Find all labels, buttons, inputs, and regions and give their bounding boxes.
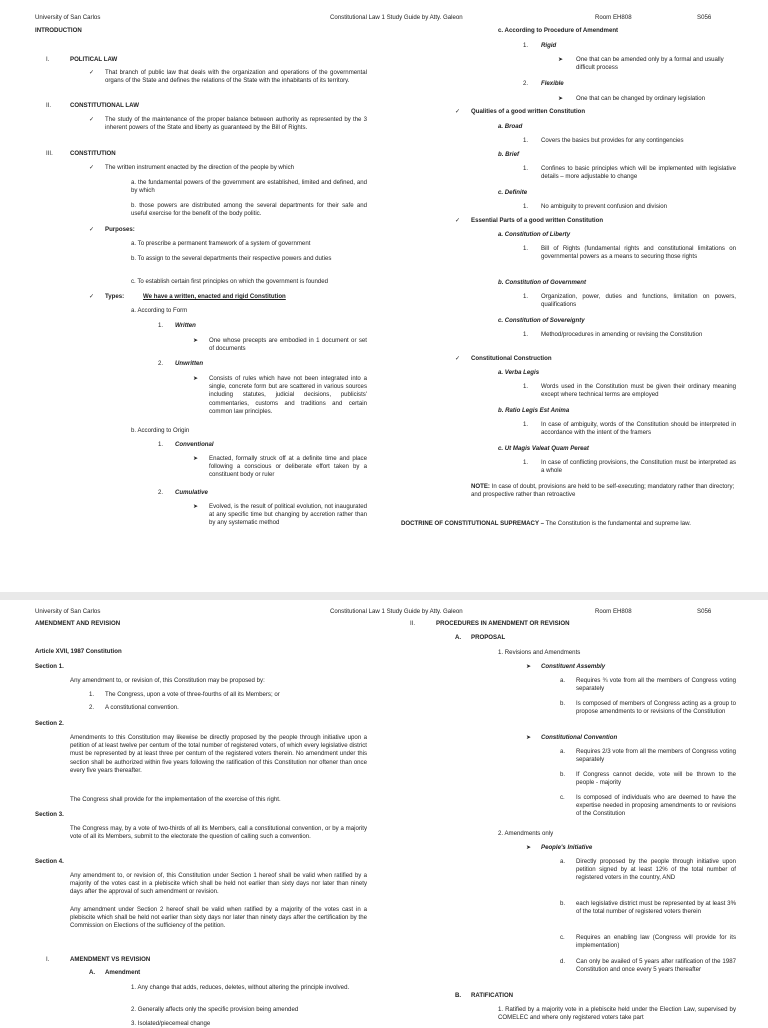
section-3-label: Section 3. xyxy=(35,811,64,818)
amendments-only: 2. Amendments only xyxy=(498,830,554,837)
sovereignty-text: Method/procedures in amending or revising the Constitution xyxy=(541,331,703,338)
government-text: Organization, power, duties and functions, limitation on powers, qualifications xyxy=(541,293,736,309)
unwritten-text: Consists of rules which have not been integrated into a single, concrete form but are scattered in various sources including statutes, judicial decisions, publicists' commentaries, customs and traditions and certain common law principles. xyxy=(209,375,367,415)
verba-text: Words used in the Constitution must be given their ordinary meaning except where technical terms are employed xyxy=(541,383,736,399)
arrow-bullet-icon: ➤ xyxy=(193,376,199,382)
convention-item-a: Requires 2/3 vote from all the members of Congress voting separately xyxy=(576,748,736,764)
constitutional-convention-label: Constitutional Convention xyxy=(541,734,618,741)
roman-three: III. xyxy=(46,150,53,157)
broad-text: Covers the basics but provides for any contingencies xyxy=(541,137,684,144)
qualities-heading: Qualities of a good written Constitution xyxy=(471,108,586,115)
ut-text: In case of conflicting provisions, the Constitution must be interpreted as a whole xyxy=(541,459,736,475)
checkmark-icon: ✓ xyxy=(89,294,95,300)
ratification-text: 1. Ratified by a majority vote in a plebiscite held under the Election Law, supervised by COMELEC and where only registered voters take part xyxy=(498,1006,736,1022)
liberty-label: a. Constitution of Liberty xyxy=(498,231,571,238)
rigid-text: One that can be amended only by a formal and usually difficult process xyxy=(576,56,724,72)
constitution-def-b: b. those powers are distributed among the several departments for their safe and useful exercise for the benefit of the body politic. xyxy=(131,202,367,218)
header-title: Constitutional Law 1 Study Guide by Atty. Galeon xyxy=(330,14,463,21)
item-letter: b. xyxy=(560,700,566,707)
constituent-assembly-label: Constituent Assembly xyxy=(541,663,606,670)
item-letter: c. xyxy=(560,794,565,801)
flexible-text: One that can be changed by ordinary legislation xyxy=(576,95,706,102)
arrow-bullet-icon: ➤ xyxy=(526,735,532,741)
item-letter: a. xyxy=(560,677,566,684)
arrow-bullet-icon: ➤ xyxy=(526,845,532,851)
letter-a: A. xyxy=(89,969,96,976)
broad-label: a. Broad xyxy=(498,123,523,130)
ratification-label: RATIFICATION xyxy=(471,992,514,999)
section-3-text: The Congress may, by a vote of two-thirds of all its Members, call a constitutional convention, or by a majority vote of all its Members, submit to the electorate the question of calling such a convention. xyxy=(70,825,367,841)
definite-label: c. Definite xyxy=(498,189,528,196)
constitution-def-a: a. the fundamental powers of the government are established, limited and defined, and by which xyxy=(131,179,367,195)
revisions-amendments: 1. Revisions and Amendments xyxy=(498,649,581,656)
header-title: Constitutional Law 1 Study Guide by Atty. Galeon xyxy=(330,608,463,615)
ratio-label: b. Ratio Legis Est Anima xyxy=(498,407,570,414)
cumulative-text: Evolved, is the result of political evolution, not inaugurated at any specific time but changing by accretion rather than by any systematic method xyxy=(209,503,367,527)
roman-two: II. xyxy=(410,620,416,627)
liberty-text: Bill of Rights (fundamental rights and constitutional limitations on governmental powers as a means to securing those rights xyxy=(541,245,736,261)
note-text: In case of doubt, provisions are held to be self-executing; mandatory rather than directory; and prospective rather than retroactive xyxy=(471,483,735,499)
arrow-bullet-icon: ➤ xyxy=(526,664,532,670)
purposes-label: Purposes: xyxy=(105,226,135,233)
constitution-definition: The written instrument enacted by the direction of the people by which xyxy=(105,164,295,171)
header-university: University of San Carlos xyxy=(35,608,101,615)
item-letter: a. xyxy=(560,858,566,865)
amend-item-2: 2. Generally affects only the specific provision being amended xyxy=(131,1006,299,1013)
note-block xyxy=(471,483,736,499)
political-law-text: That branch of public law that deals with the organization and operations of the governmental organs of the State and defines the relations of the State with the inhabitants of its territory. xyxy=(105,69,367,85)
constitutional-law-heading: CONSTITUTIONAL LAW xyxy=(70,102,139,109)
intro-heading: INTRODUCTION xyxy=(35,27,82,34)
section-1-text: Any amendment to, or revision of, this Constitution may be proposed by: xyxy=(70,677,265,684)
section-4-label: Section 4. xyxy=(35,858,64,865)
constitution-heading: CONSTITUTION xyxy=(70,150,116,157)
amend-item-3: 3. Isolated/piecemeal change xyxy=(131,1020,211,1027)
section-4-text2: Any amendment under Section 2 hereof shall be valid when ratified by a majority of the votes cast in a plebiscite which shall be held not earlier than sixty days nor later than ninety days after the certification by the Commission on Elections of the sufficiency of the petition. xyxy=(70,906,367,930)
s1-item-num: 2. xyxy=(89,704,95,711)
written-text: One whose precepts are embodied in 1 document or set of documents xyxy=(209,337,367,353)
note-label: NOTE: xyxy=(471,483,490,490)
flexible-label: Flexible xyxy=(541,80,564,87)
political-law-heading: POLITICAL LAW xyxy=(70,56,118,63)
section-2-text: Amendments to this Constitution may likewise be directly proposed by the people through initiative upon a petition of at least twelve per centum of the total number of registered voters, of which every legislative district must be represented by at least three per centum of the registered voters therein. No amendment under this section shall be authorized within five years following the ratification of this Constitution nor oftener than once every five years thereafter. xyxy=(70,734,367,774)
brief-label: b. Brief xyxy=(498,151,519,158)
item-letter: c. xyxy=(560,934,565,941)
ratio-text: In case of ambiguity, words of the Constitution should be interpreted in accordance with the intent of the framers xyxy=(541,421,736,437)
item-letter: b. xyxy=(560,900,566,907)
constitutional-law-text: The study of the maintenance of the proper balance between authority as represented by the 3 inherent powers of the State and liberty as guaranteed by the Bill of Rights. xyxy=(105,116,367,132)
checkmark-icon: ✓ xyxy=(455,109,461,115)
purpose-b: b. To assign to the several departments their respective powers and duties xyxy=(131,255,332,262)
checkmark-icon: ✓ xyxy=(89,165,95,171)
section-2-label: Section 2. xyxy=(35,720,64,727)
section-4-text: Any amendment to, or revision of, this Constitution under Section 1 hereof shall be valid when ratified by a majority of the votes cast in a plebiscite which shall be held not earlier than sixty days nor later than ninety days after the approval of such amendment or revision. xyxy=(70,872,367,896)
checkmark-icon: ✓ xyxy=(89,227,95,233)
checkmark-icon: ✓ xyxy=(89,70,95,76)
assembly-item-b: Is composed of members of Congress acting as a group to propose amendments to or revisions of the Constitution xyxy=(576,700,736,716)
convention-item-c: Is composed of individuals who are deemed to have the expertise needed in proposing amendments to or revisions of the Constitution xyxy=(576,794,736,818)
header-code: S056 xyxy=(697,608,712,615)
cumulative-label: Cumulative xyxy=(175,489,208,496)
arrow-bullet-icon: ➤ xyxy=(558,57,564,63)
header-room: Room EH808 xyxy=(595,14,632,21)
roman-two: II. xyxy=(46,102,52,109)
header-university: University of San Carlos xyxy=(35,14,101,21)
article-title: Article XVII, 1987 Constitution xyxy=(35,648,122,655)
brief-text: Confines to basic principles which will be implemented with legislative details – more adjustable to change xyxy=(541,165,736,181)
amend-item-1: 1. Any change that adds, reduces, deletes, without altering the principle involved. xyxy=(131,984,350,991)
essential-heading: Essential Parts of a good written Constitution xyxy=(471,217,604,224)
supremacy-text: The Constitution is the fundamental and supreme law. xyxy=(545,520,691,527)
initiative-item-d: Can only be availed of 5 years after ratification of the 1987 Constitution and once every 5 years thereafter xyxy=(576,958,736,974)
page-two xyxy=(0,600,768,1027)
unwritten-label: Unwritten xyxy=(175,360,204,367)
written-label: Written xyxy=(175,322,196,329)
amend-vs-revision-heading: AMENDMENT VS REVISION xyxy=(70,956,151,963)
item-letter: d. xyxy=(560,958,566,965)
header-code: S056 xyxy=(697,14,712,21)
header-room: Room EH808 xyxy=(595,608,632,615)
roman-one: I. xyxy=(46,56,50,63)
checkmark-icon: ✓ xyxy=(455,218,461,224)
initiative-item-a: Directly proposed by the people through initiative upon petition signed by at least 12% of the total number of registered voters in the country, AND xyxy=(576,858,736,882)
supremacy-label: DOCTRINE OF CONSTITUTIONAL SUPREMACY – xyxy=(401,520,544,527)
item-letter: a. xyxy=(560,748,566,755)
initiative-item-b: each legislative district must be represented by at least 3% of the total number of registered voters therein xyxy=(576,900,736,916)
purpose-c: c. To establish certain first principles on which the government is founded xyxy=(131,278,329,285)
purpose-a: a. To prescribe a permanent framework of a system of government xyxy=(131,240,311,247)
proposal-label: PROPOSAL xyxy=(471,634,506,641)
item-letter: b. xyxy=(560,771,566,778)
procedure-label: c. According to Procedure of Amendment xyxy=(498,27,619,34)
checkmark-icon: ✓ xyxy=(455,356,461,362)
convention-item-b: If Congress cannot decide, vote will be thrown to the people - majority xyxy=(576,771,736,787)
amendment-label: Amendment xyxy=(105,969,141,976)
arrow-bullet-icon: ➤ xyxy=(193,456,199,462)
types-note: We have a written, enacted and rigid Constitution xyxy=(143,293,286,300)
arrow-bullet-icon: ➤ xyxy=(193,338,199,344)
construction-heading: Constitutional Construction xyxy=(471,355,552,362)
sovereignty-label: c. Constitution of Sovereignty xyxy=(498,317,585,324)
initiative-item-c: Requires an enabling law (Congress will provide for its implementation) xyxy=(576,934,736,950)
procedures-heading: PROCEDURES IN AMENDMENT OR REVISION xyxy=(436,620,570,627)
s1-item-congress: The Congress, upon a vote of three-fourths of all its Members; or xyxy=(105,691,280,698)
s1-item-convention: A constitutional convention. xyxy=(105,704,179,711)
ut-label: c. Ut Magis Valeat Quam Pereat xyxy=(498,445,589,452)
letter-b: B. xyxy=(455,992,462,999)
types-label: Types: xyxy=(105,293,125,300)
conventional-label: Conventional xyxy=(175,441,214,448)
form-label: a. According to Form xyxy=(131,307,188,314)
rigid-label: Rigid xyxy=(541,42,557,49)
arrow-bullet-icon: ➤ xyxy=(193,504,199,510)
definite-text: No ambiguity to prevent confusion and division xyxy=(541,203,668,210)
roman-one: I. xyxy=(46,956,50,963)
checkmark-icon: ✓ xyxy=(89,117,95,123)
s1-item-num: 1. xyxy=(89,691,95,698)
peoples-initiative-label: People's Initiative xyxy=(541,844,593,851)
arrow-bullet-icon: ➤ xyxy=(558,96,564,102)
supremacy-block xyxy=(401,520,736,528)
section-1-label: Section 1. xyxy=(35,663,64,670)
section-2-text2: The Congress shall provide for the implementation of the exercise of this right. xyxy=(70,796,281,803)
conventional-text: Enacted, formally struck off at a definite time and place following a conscious or deliberate effort taken by a constituent body or ruler xyxy=(209,455,367,479)
page-one: University of San Carlos Constitutional Law 1 Study Guide by Atty. Galeon Room EH808 S056 INTRODUCTION I. POLITICAL LAW ✓ That branch of public law that deals with the organization and operations of the governmental organs of the State and defines the relations of the State with the inhabitants of its territory. II. CONSTITUTIONAL LAW ✓ The study of the maintenance of the proper balance between authority as represented by the 3 inherent powers of the State and liberty as guaranteed by the Bill of Rights. III. CONSTITUTION ✓ The written instrument enacted by the direction of the people by which a. the fundamental powers of the government are established, limited and defined, and by which b. those powers are distributed among the several departments for their safe and useful exercise for the benefit of the body politic. ✓ Purposes: a. To prescribe a permanent framework of a system of government b. To assign to the several departments their respective powers and duties c. To establish certain first principles on which the government is founded ✓ Types: We have a written, enacted and rigid Constitution a. According to Form 1. Written ➤ One whose precepts are embodied in 1 document or set of documents 2. Unwritten ➤ Consists of rules which have not been integrated into a single, concrete form but are scattered in various sources including statutes, judicial decisions, publicists' commentaries, customs and traditions and certain common law principles. b. According to Origin 1. Conventional ➤ Enacted, formally struck off at a definite time and place following a conscious or deliberate effort taken by a constituent body or ruler 2. Cumulative ➤ Evolved, is the result of political evolution, not inaugurated at any specific time but changing by accretion rather than by any systematic method c. According to Procedure of Amendment 1. Rigid ➤ One that can be amended only by a formal and usually difficult process 2. Flexible ➤ One that can be changed by ordinary legislation ✓ Qualities of a good written Constitution a. Broad 1. Covers the basics but provides for any contingencies b. Brief 1. Confines to basic principles which will be implemented with legislative details – more adjustable to change c. Definite 1. No ambiguity to prevent confusion and division ✓ Essential Parts of a good written Constitution a. Constitution of Liberty 1. Bill of Rights (fundamental rights and constitutional limitations on governmental powers as a means to securing those rights b. Constitution of Government 1. Organization, power, duties and functions, limitation on powers, qualifications c. Constitution of Sovereignty 1. Method/procedures in amending or revising the Constitution ✓ Constitutional Construction a. Verba Legis 1. Words used in the Constitution must be given their ordinary meaning except where technical terms are employed b. Ratio Legis Est Anima 1. In case of ambiguity, words of the Constitution should be interpreted in accordance with the intent of the framers c. Ut Magis Valeat Quam Pereat 1. In case of conflicting provisions, the Constitution must be interpreted as a whole NOTE: In case of doubt, provisions are held to be self-executing; mandatory rather than directory; and prospective rather than retroactive DOCTRINE OF CONSTITUTIONAL SUPREMACY – The Constitution is the fundamental and supreme law. xyxy=(0,0,768,592)
verba-label: a. Verba Legis xyxy=(498,369,540,376)
assembly-item-a: Requires ¾ vote from all the members of Congress voting separately xyxy=(576,677,736,693)
amendment-heading: AMENDMENT AND REVISION xyxy=(35,620,121,627)
page-gap xyxy=(0,592,768,600)
government-label: b. Constitution of Government xyxy=(498,279,587,286)
letter-a: A. xyxy=(455,634,462,641)
origin-label: b. According to Origin xyxy=(131,427,190,434)
